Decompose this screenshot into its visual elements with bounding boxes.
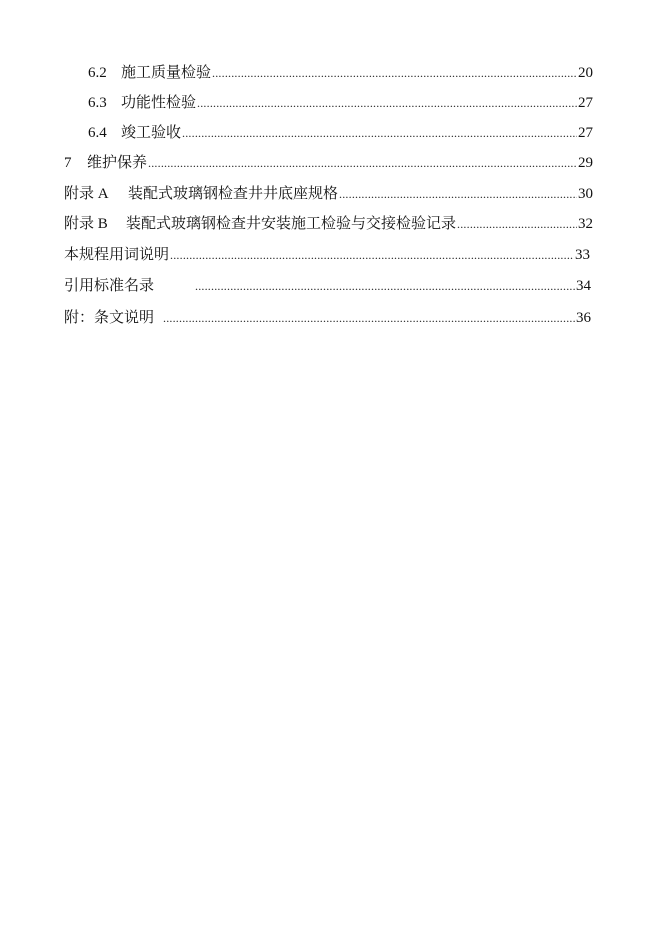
toc-entry-commentary[interactable] bbox=[64, 305, 591, 327]
toc-entry-title: 装配式玻璃钢检查井井底座规格 bbox=[128, 186, 339, 202]
toc-leader-dots bbox=[457, 217, 577, 231]
toc-entry-number: 附录 B bbox=[64, 216, 108, 232]
toc-entry-6-3[interactable] bbox=[88, 90, 593, 112]
toc-entry-title: 本规程用词说明 bbox=[64, 247, 170, 263]
toc-entry-appendix-b[interactable] bbox=[64, 211, 593, 233]
toc-leader-dots bbox=[212, 66, 577, 80]
toc-leader-dots bbox=[163, 311, 575, 325]
toc-entry-page: 20 bbox=[578, 65, 593, 81]
toc-entry-title: 装配式玻璃钢检查井安装施工检验与交接检验记录 bbox=[126, 216, 457, 232]
toc-leader-dots bbox=[170, 248, 574, 262]
toc-entry-7[interactable] bbox=[64, 150, 593, 172]
toc-entry-page: 33 bbox=[575, 247, 590, 263]
toc-entry-title: 附：条文说明 bbox=[64, 310, 155, 326]
toc-entry-references[interactable] bbox=[64, 273, 591, 295]
toc-entry-page: 29 bbox=[578, 155, 593, 171]
toc-entry-terms[interactable] bbox=[64, 242, 590, 264]
toc-entry-page: 36 bbox=[576, 310, 591, 326]
toc-entry-6-2[interactable] bbox=[88, 60, 593, 82]
toc-entry-number: 6.2 bbox=[88, 65, 107, 81]
toc-entry-number: 6.3 bbox=[88, 95, 107, 111]
toc-entry-number: 附录 A bbox=[64, 186, 109, 202]
toc-leader-dots bbox=[195, 279, 575, 293]
toc-entry-title: 功能性检验 bbox=[121, 95, 197, 111]
toc-entry-title: 竣工验收 bbox=[121, 125, 182, 141]
toc-leader-dots bbox=[182, 126, 577, 140]
toc-entry-page: 27 bbox=[578, 125, 593, 141]
toc-entry-title: 引用标准名录 bbox=[64, 278, 155, 294]
toc-leader-dots bbox=[339, 187, 577, 201]
toc-entry-6-4[interactable] bbox=[88, 120, 593, 142]
toc-leader-dots bbox=[197, 96, 577, 110]
toc-entry-title: 维护保养 bbox=[87, 155, 148, 171]
toc-entry-page: 30 bbox=[578, 186, 593, 202]
toc-entry-page: 34 bbox=[576, 278, 591, 294]
toc-leader-dots bbox=[148, 156, 577, 170]
toc-entry-title: 施工质量检验 bbox=[121, 65, 212, 81]
toc-entry-number: 6.4 bbox=[88, 125, 107, 141]
toc-entry-appendix-a[interactable] bbox=[64, 181, 593, 203]
toc-entry-page: 27 bbox=[578, 95, 593, 111]
toc-entry-page: 32 bbox=[578, 216, 593, 232]
toc-entry-number: 7 bbox=[64, 155, 72, 171]
